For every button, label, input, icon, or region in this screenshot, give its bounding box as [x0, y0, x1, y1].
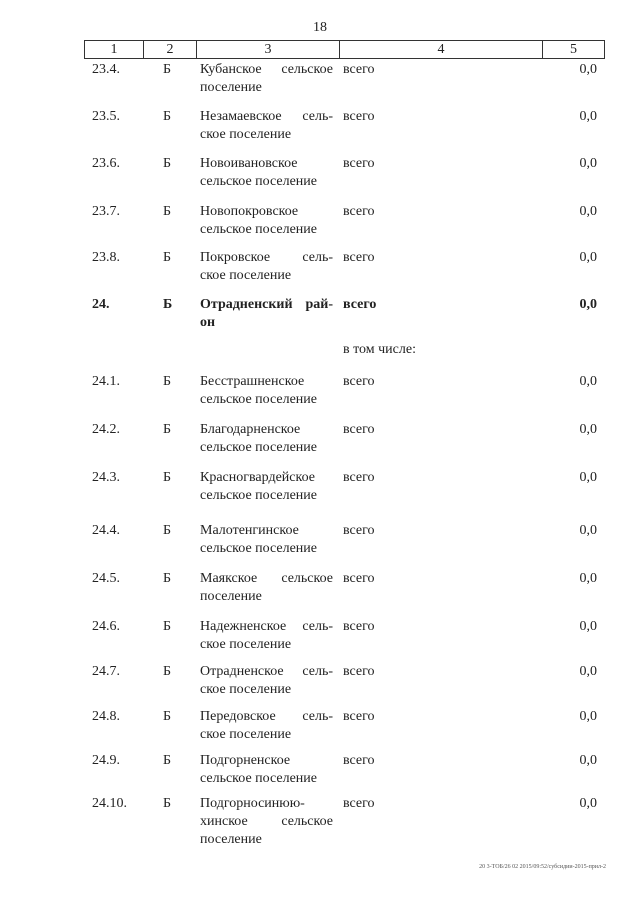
row-category: Б — [163, 422, 172, 437]
row-number: 23.8. — [92, 250, 120, 265]
row-name — [200, 155, 333, 191]
row-type: всего — [343, 619, 375, 634]
row-type: всего — [343, 109, 375, 124]
table-header — [84, 40, 605, 59]
row-category: Б — [163, 571, 172, 586]
row-name — [200, 663, 333, 699]
row-value: 0,0 — [579, 422, 597, 437]
row-name-line: Благодарненское — [200, 422, 301, 437]
row-type: всего — [343, 664, 375, 679]
row-type: всего — [343, 523, 375, 538]
header-cell-2: 2 — [144, 41, 197, 58]
row-name — [200, 752, 333, 788]
row-number: 23.6. — [92, 156, 120, 171]
row-name-line: Передовское сель- — [200, 709, 333, 724]
row-number: 24.1. — [92, 374, 120, 389]
row-category: Б — [163, 753, 172, 768]
row-name-line: Подгорненское — [200, 753, 291, 768]
row-category: Б — [163, 523, 172, 538]
row-name-line: поселение — [200, 589, 262, 604]
header-cell-5: 5 — [570, 42, 577, 57]
row-value: 0,0 — [579, 109, 597, 124]
row-category: Б — [163, 709, 172, 724]
row-name-line: он — [200, 315, 216, 330]
row-number: 24.5. — [92, 571, 120, 586]
header-cell-3: 3 — [197, 41, 340, 58]
row-name-line: хинское сельское — [200, 814, 333, 829]
row-type: всего — [343, 204, 375, 219]
row-type: всего — [343, 374, 375, 389]
row-name — [200, 296, 333, 332]
row-type: всего — [343, 470, 375, 485]
row-name-line: поселение — [200, 832, 262, 847]
row-name-line: Красногвардейское — [200, 470, 315, 485]
row-name — [200, 469, 333, 505]
row-category: Б — [163, 297, 173, 312]
row-value: 0,0 — [579, 250, 597, 265]
row-name-line: Кубанское сельское — [200, 62, 333, 77]
row-category: Б — [163, 470, 172, 485]
row-type: всего — [343, 422, 375, 437]
row-name — [200, 795, 333, 849]
row-name-line: Малотенгинское — [200, 523, 299, 538]
row-number: 23.7. — [92, 204, 120, 219]
row-name-line: сельское поселение — [200, 440, 317, 455]
row-type: всего — [343, 156, 375, 171]
row-category: Б — [163, 374, 172, 389]
row-category: Б — [163, 62, 172, 77]
row-name-line: ское поселение — [200, 727, 292, 742]
row-value: 0,0 — [579, 709, 597, 724]
row-value: 0,0 — [579, 664, 597, 679]
subtotal-note-text: в том числе: — [343, 342, 416, 357]
row-name-line: Отрадненский рай- — [200, 297, 333, 312]
row-name-line: сельское поселение — [200, 488, 317, 503]
row-value: 0,0 — [579, 470, 597, 485]
row-type: всего — [343, 250, 375, 265]
row-name-line: ское поселение — [200, 268, 292, 283]
row-name — [200, 522, 333, 558]
row-name-line: ское поселение — [200, 682, 292, 697]
row-name-line: Отрадненское сель- — [200, 664, 333, 679]
row-name-line: сельское поселение — [200, 222, 317, 237]
row-name-line: Покровское сель- — [200, 250, 333, 265]
row-value: 0,0 — [579, 619, 597, 634]
row-number: 24.7. — [92, 664, 120, 679]
row-category: Б — [163, 796, 172, 811]
row-name — [200, 708, 333, 744]
row-type: всего — [343, 62, 375, 77]
row-number: 24.8. — [92, 709, 120, 724]
row-value: 0,0 — [579, 796, 597, 811]
row-name — [200, 61, 333, 97]
row-value: 0,0 — [579, 204, 597, 219]
row-name — [200, 373, 333, 409]
row-value: 0,0 — [579, 523, 597, 538]
row-value: 0,0 — [579, 753, 597, 768]
row-number: 23.4. — [92, 62, 120, 77]
row-name — [200, 421, 333, 457]
row-type: всего — [343, 753, 375, 768]
row-category: Б — [163, 156, 172, 171]
row-number: 24.2. — [92, 422, 120, 437]
row-type: всего — [343, 796, 375, 811]
row-name-line: сельское поселение — [200, 174, 317, 189]
row-category: Б — [163, 664, 172, 679]
footer-note: 20 3-ТОБ/26 02 2015/09:52/субсидии-2015-прил-2 — [479, 864, 606, 870]
row-name — [200, 618, 333, 654]
row-value: 0,0 — [579, 156, 597, 171]
row-name-line: ское поселение — [200, 127, 292, 142]
page-number: 18 — [313, 20, 327, 35]
row-number: 24.9. — [92, 753, 120, 768]
row-name-line: поселение — [200, 80, 262, 95]
row-name-line: Новоивановское — [200, 156, 298, 171]
row-name-line: Незамаевское сель- — [200, 109, 333, 124]
row-number: 24.4. — [92, 523, 120, 538]
row-category: Б — [163, 619, 172, 634]
row-category: Б — [163, 109, 172, 124]
row-number: 24. — [92, 297, 110, 312]
row-category: Б — [163, 204, 172, 219]
row-name-line: Надежненское сель- — [200, 619, 333, 634]
row-name-line: сельское поселение — [200, 541, 317, 556]
header-cell-1: 1 — [85, 41, 144, 58]
row-value: 0,0 — [579, 297, 597, 312]
row-name-line: Маякское сельское — [200, 571, 333, 586]
row-category: Б — [163, 250, 172, 265]
row-number: 24.10. — [92, 796, 127, 811]
row-type: всего — [343, 571, 375, 586]
row-type: всего — [343, 297, 377, 312]
row-value: 0,0 — [579, 571, 597, 586]
row-name-line: Бесстрашненское — [200, 374, 305, 389]
row-name-line: Подгорносинюю- — [200, 796, 305, 811]
row-number: 24.3. — [92, 470, 120, 485]
row-name — [200, 108, 333, 144]
row-name — [200, 570, 333, 606]
row-name-line: ское поселение — [200, 637, 292, 652]
row-name-line: сельское поселение — [200, 392, 317, 407]
row-number: 23.5. — [92, 109, 120, 124]
row-name — [200, 249, 333, 285]
row-name — [200, 203, 333, 239]
row-type: всего — [343, 709, 375, 724]
row-value: 0,0 — [579, 374, 597, 389]
header-cell-4: 4 — [340, 41, 543, 58]
row-number: 24.6. — [92, 619, 120, 634]
row-name-line: Новопокровское — [200, 204, 299, 219]
row-value: 0,0 — [579, 62, 597, 77]
row-name-line: сельское поселение — [200, 771, 317, 786]
